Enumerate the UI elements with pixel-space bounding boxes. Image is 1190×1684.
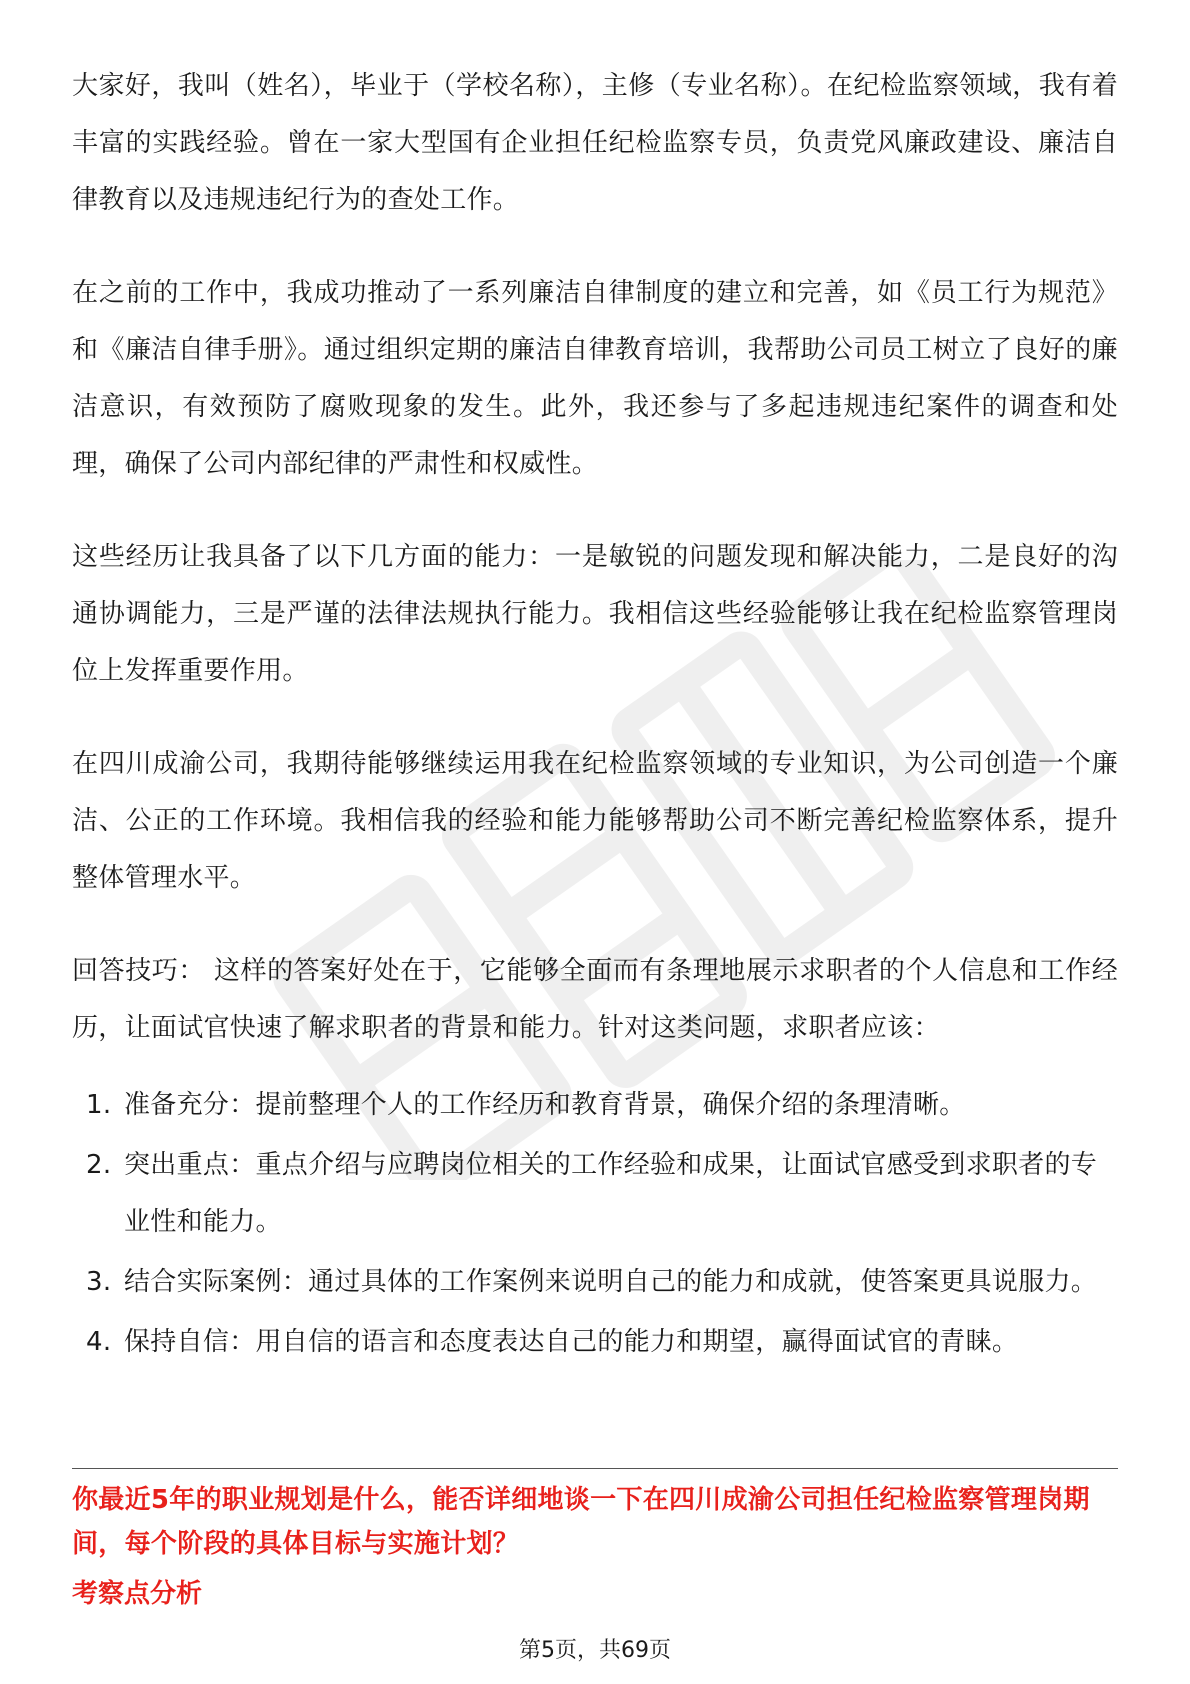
page-number-footer: 第5页，共69页 <box>519 1638 671 1663</box>
list-item-text: 突出重点：重点介绍与应聘岗位相关的工作经验和成果，让面试官感受到求职者的专业性和能力。 <box>124 1150 1098 1237</box>
list-item-text: 结合实际案例：通过具体的工作案例来说明自己的能力和成就，使答案更具说服力。 <box>124 1267 1098 1297</box>
list-item <box>72 1137 1118 1251</box>
section-divider <box>72 1468 1118 1469</box>
document-body <box>72 58 1118 1374</box>
list-item-number: 1. <box>86 1090 112 1120</box>
body-paragraph-4: 在四川成渝公司，我期待能够继续运用我在纪检监察领域的专业知识，为公司创造一个廉洁、公正的工作环境。我相信我的经验和能力能够帮助公司不断完善纪检监察体系，提升整体管理水平。 <box>72 749 1118 893</box>
list-item-number: 4. <box>86 1327 112 1357</box>
list-item-number: 2. <box>86 1150 112 1180</box>
list-item-text: 准备充分：提前整理个人的工作经历和教育背景，确保介绍的条理清晰。 <box>124 1090 966 1120</box>
analysis-section-heading: 考察点分析 <box>72 1579 203 1609</box>
answer-tips-list <box>72 1077 1118 1371</box>
list-item-text: 保持自信：用自信的语言和态度表达自己的能力和期望，赢得面试官的青睐。 <box>124 1327 1019 1357</box>
list-item <box>72 1314 1118 1371</box>
next-question-heading: 你最近5年的职业规划是什么，能否详细地谈一下在四川成渝公司担任纪检监察管理岗期间，每个阶段的具体目标与实施计划？ <box>72 1485 1090 1559</box>
body-paragraph-1: 大家好，我叫（姓名），毕业于（学校名称），主修（专业名称）。在纪检监察领域，我有着丰富的实践经验。曾在一家大型国有企业担任纪检监察专员，负责党风廉政建设、廉洁自律教育以及违规违纪行为的查处工作。 <box>72 71 1118 215</box>
body-paragraph-2: 在之前的工作中，我成功推动了一系列廉洁自律制度的建立和完善，如《员工行为规范》和《廉洁自律手册》。通过组织定期的廉洁自律教育培训，我帮助公司员工树立了良好的廉洁意识，有效预防了腐败现象的发生。此外，我还参与了多起违规违纪案件的调查和处理，确保了公司内部纪律的严肃性和权威性。 <box>72 278 1118 479</box>
body-paragraph-3: 这些经历让我具备了以下几方面的能力：一是敏锐的问题发现和解决能力，二是良好的沟通协调能力，三是严谨的法律法规执行能力。我相信这些经验能够让我在纪检监察管理岗位上发挥重要作用。 <box>72 542 1118 686</box>
list-item <box>72 1077 1118 1134</box>
list-item-number: 3. <box>86 1267 112 1297</box>
answer-tips-intro: 回答技巧： 这样的答案好处在于，它能够全面而有条理地展示求职者的个人信息和工作经历，让面试官快速了解求职者的背景和能力。针对这类问题，求职者应该： <box>72 956 1118 1043</box>
list-item <box>72 1254 1118 1311</box>
